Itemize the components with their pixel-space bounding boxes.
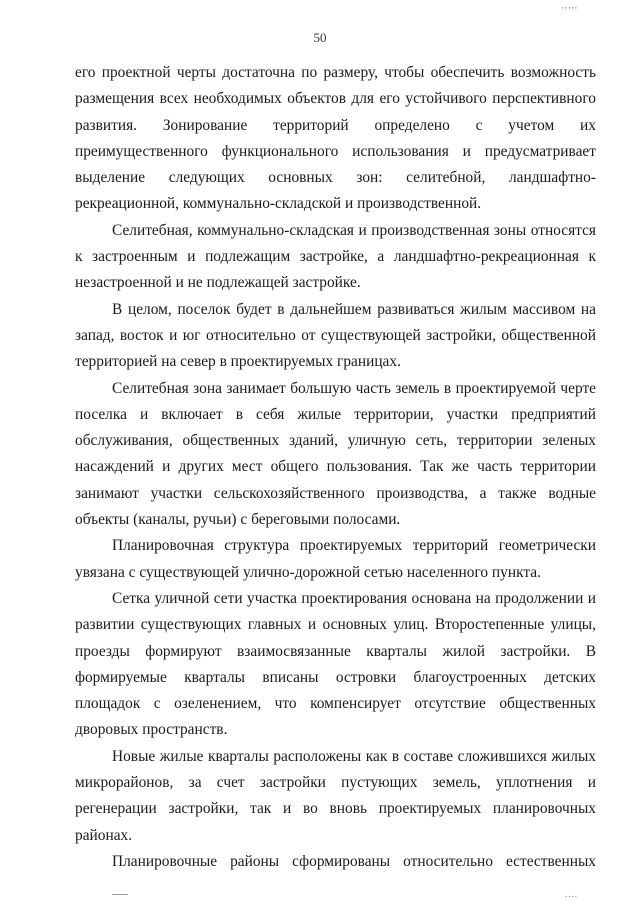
paragraph: Новые жилые кварталы расположены как в составе сложившихся жилых микрорайонов, за счет застройки пустующих земель, уплотнения и регенерации застройки, так и во вновь проектируемых планировочных районах. <box>75 747 596 844</box>
scan-artifact-mark: .... <box>565 889 578 899</box>
paragraph: В целом, поселок будет в дальнейшем развиваться жилым массивом на запад, восток и юг относительно от существующей застройки, общественной территорией на север в проектируемых границах. <box>75 300 596 371</box>
paragraph: Сетка уличной сети участка проектирования основана на продолжении и развитии существующих главных и основных улиц. Второстепенные улицы, проезды формируют взаимосвязанные кварталы жилой застройки. В формируемые кварталы вписаны островки благоустроенных детских площадок с озеленением, что компенсирует отсутствие общественных дворовых пространств. <box>75 589 596 739</box>
page-number: 50 <box>313 30 327 45</box>
paragraph: Селитебная, коммунально-складская и производственная зоны относятся к застроенным и подлежащим застройке, а ландшафтно-рекреационная к незастроенной и не подлежащей застройке. <box>75 221 596 292</box>
paragraph-last-line: Планировочные районы сформированы относительно естественных <box>112 852 596 870</box>
paragraph: Планировочная структура проектируемых территорий геометрически увязана с существующей улично-дорожной сетью населенного пункта. <box>75 537 596 581</box>
paragraph: Селитебная зона занимает большую часть земель в проектируемой черте поселка и включает в себя жилые территории, участки предприятий обслуживания, общественных зданий, уличную сеть, территории зеленых насаждений и других мест общего пользования. Так же часть территории занимают участки сельскохозяйственного производства, а также водные объекты (каналы, ручьи) с береговыми полосами. <box>75 379 596 529</box>
paragraph: его проектной черты достаточна по размеру, чтобы обеспечить возможность размещения всех необходимых объектов для его устойчивого перспективного развития. Зонирование территорий определено с учетом их преимущественного функционального использования и предусматривает выделение следующих основных зон: селитебной, ландшафтно-рекреационной, коммунально-складской и производственной. <box>75 64 596 213</box>
scan-artifact-dash <box>112 894 128 895</box>
document-body <box>75 60 596 875</box>
scan-artifact-mark: ,,,,, <box>561 0 578 10</box>
